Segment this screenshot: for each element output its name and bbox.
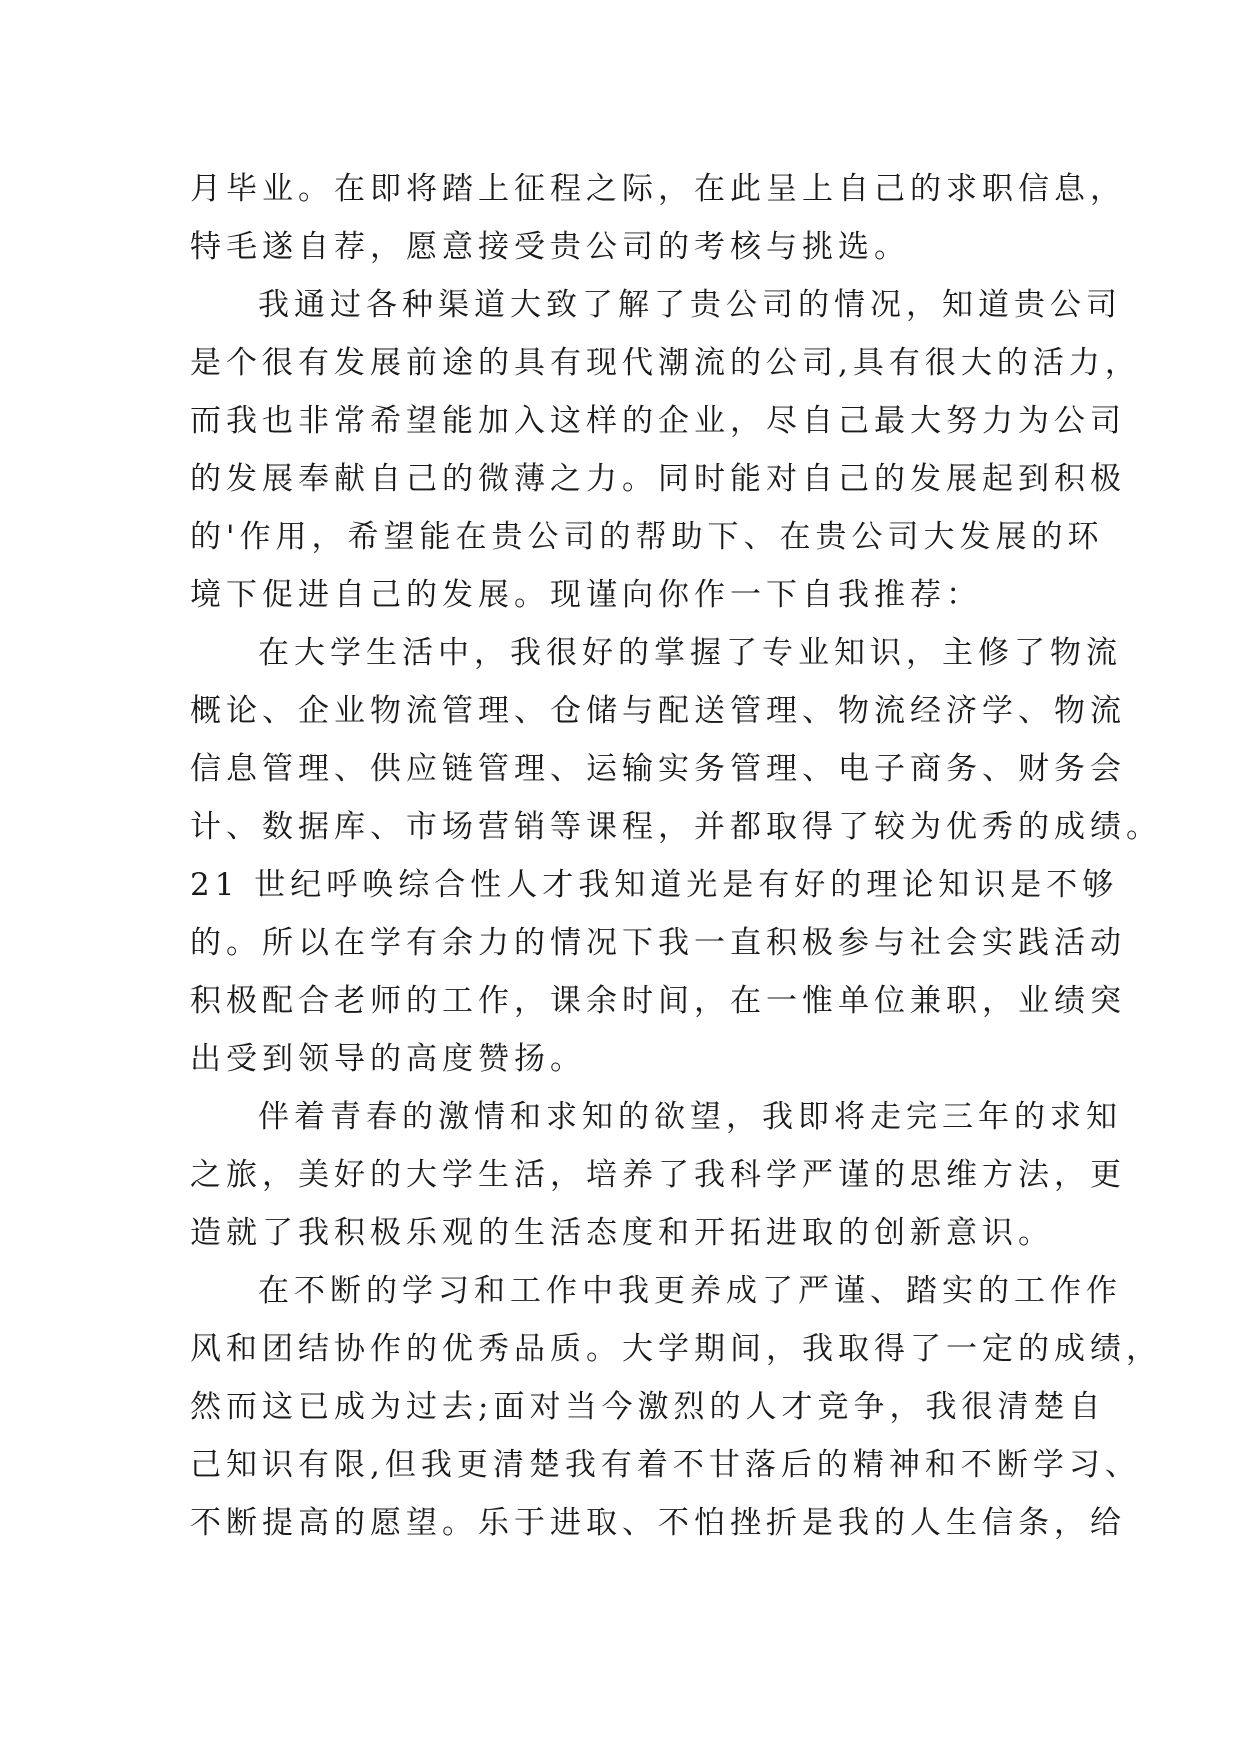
- text-line: 积极配合老师的工作，课余时间，在一惟单位兼职，业绩突: [190, 983, 1126, 1019]
- paragraph-start-line: 在不断的学习和工作中我更养成了严谨、踏实的工作作: [258, 1273, 1122, 1309]
- paragraph-start-line: 伴着青春的激情和求知的欲望，我即将走完三年的求知: [258, 1099, 1122, 1135]
- letter-body: [190, 160, 1162, 1552]
- text-line: 信息管理、供应链管理、运输实务管理、电子商务、财务会: [190, 751, 1126, 787]
- text-line: 的'作用，希望能在贵公司的帮助下、在贵公司大发展的环: [190, 519, 1104, 555]
- paragraph-start-line: 我通过各种渠道大致了解了贵公司的情况，知道贵公司: [258, 287, 1122, 323]
- text-line: 己知识有限,但我更清楚我有着不甘落后的精神和不断学习、: [190, 1447, 1141, 1483]
- text-line: 概论、企业物流管理、仓储与配送管理、物流经济学、物流: [190, 693, 1126, 729]
- text-line: 的。所以在学有余力的情况下我一直积极参与社会实践活动: [190, 925, 1126, 961]
- text-line: 境下促进自己的发展。现谨向你作一下自我推荐：: [190, 577, 982, 613]
- text-line: 的发展奉献自己的微薄之力。同时能对自己的发展起到积极: [190, 461, 1126, 497]
- text-line: 是个很有发展前途的具有现代潮流的公司,具有很大的活力，: [190, 345, 1141, 381]
- text-line: 造就了我积极乐观的生活态度和开拓进取的创新意识。: [190, 1215, 1054, 1251]
- text-line: 计、数据库、市场营销等课程，并都取得了较为优秀的成绩。: [190, 809, 1162, 845]
- text-line: 而我也非常希望能加入这样的企业，尽自己最大努力为公司: [190, 403, 1126, 439]
- text-line: 月毕业。在即将踏上征程之际，在此呈上自己的求职信息，: [190, 171, 1126, 207]
- text-line: 21 世纪呼唤综合性人才我知道光是有好的理论知识是不够: [190, 867, 1119, 903]
- text-line: 出受到领导的高度赞扬。: [190, 1041, 586, 1077]
- text-line: 特毛遂自荐，愿意接受贵公司的考核与挑选。: [190, 229, 910, 265]
- text-line: 不断提高的愿望。乐于进取、不怕挫折是我的人生信条，给: [190, 1505, 1126, 1541]
- paragraph-start-line: 在大学生活中，我很好的掌握了专业知识，主修了物流: [258, 635, 1122, 671]
- text-line: 然而这已成为过去;面对当今激烈的人才竞争，我很清楚自: [190, 1389, 1106, 1425]
- text-line: 风和团结协作的优秀品质。大学期间，我取得了一定的成绩，: [190, 1331, 1162, 1367]
- text-line: 之旅，美好的大学生活，培养了我科学严谨的思维方法，更: [190, 1157, 1126, 1193]
